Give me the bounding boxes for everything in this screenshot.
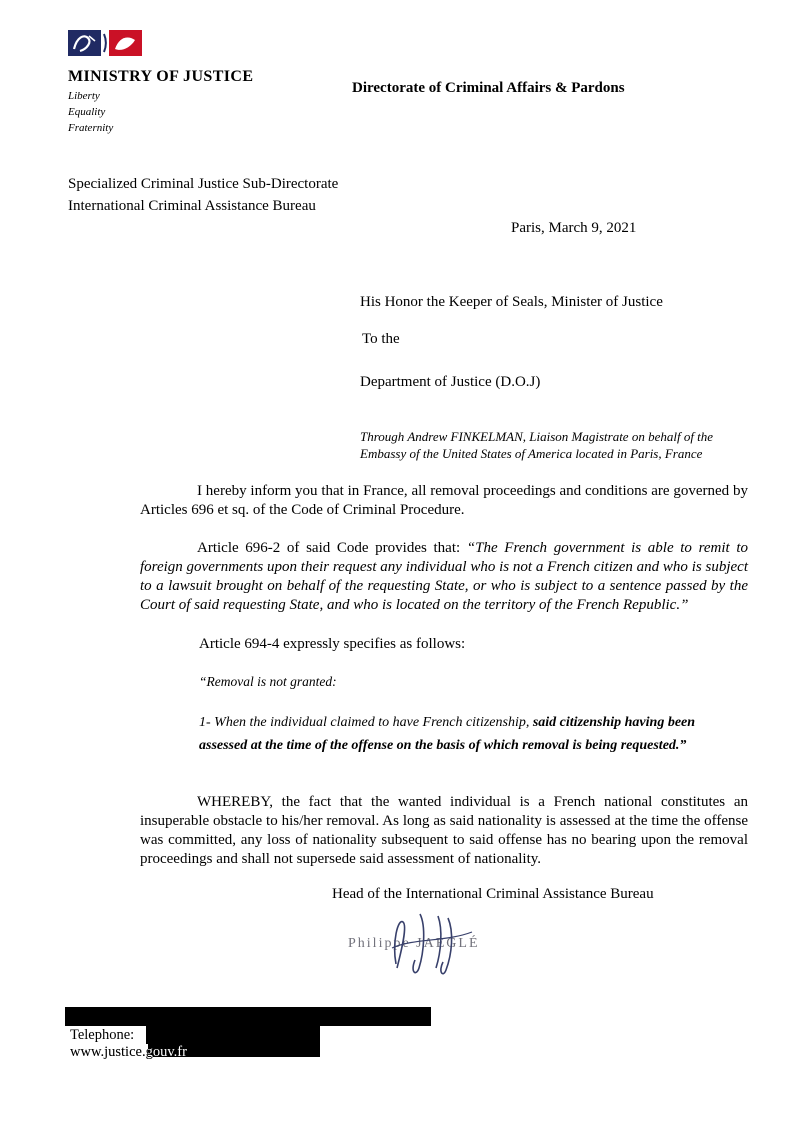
signer-name: Philippe JAEGLÉ (348, 936, 480, 951)
quote-opening-line: “Removal is not granted: (199, 674, 337, 689)
motto-line-equality: Equality (68, 106, 106, 118)
website-url: www.justice.gouv.fr (70, 1044, 187, 1060)
paragraph-2-lead: Article 696-2 of said Code provides that: (197, 540, 467, 556)
bureau-line: International Criminal Assistance Bureau (68, 198, 316, 214)
telephone-label: Telephone: (70, 1027, 135, 1043)
directorate-title: Directorate of Criminal Affairs & Pardons (352, 80, 625, 96)
paragraph-2 (140, 539, 748, 615)
motto-line-fraternity: Fraternity (68, 122, 114, 134)
recipient-line-3: Department of Justice (D.O.J) (360, 374, 541, 390)
sub-directorate-line: Specialized Criminal Justice Sub-Directorate (68, 176, 339, 192)
motto-line-liberty: Liberty (68, 90, 100, 102)
french-republic-logo-icon (68, 28, 144, 63)
ministry-title: MINISTRY OF JUSTICE (68, 68, 254, 85)
handwritten-signature (386, 908, 476, 985)
paragraph-4: WHEREBY, the fact that the wanted individual is a French national constitutes an insuperable obstacle to his/her removal. As long as said nationality is assessed at the time the offense was committed, any loss of nationality subsequent to said offense has no bearing upon the removal proceedings and shall not supersede said assessment of nationality. (140, 794, 748, 867)
quote-item-1-emphasis: said citizenship having been assessed at the time of the offense on the basis of which removal is being requested.” (199, 715, 696, 753)
through-note: Through Andrew FINKELMAN, Liaison Magistrate on behalf of the Embassy of the United States of America located in Paris, France (360, 429, 714, 461)
paragraph-2-quote: “The French government is able to remit to foreign governments upon their request any individual who is not a French citizen and who is subject to a lawsuit brought on behalf of the requesting State, or who is subject to a sentence passed by the Court of said requesting State, and who is located on the territory of the French Republic.” (140, 540, 748, 613)
redaction-bar-top (65, 1007, 431, 1026)
quote-item-1-lead: 1- When the individual claimed to have French citizenship, (199, 715, 533, 730)
recipient-line-1: His Honor the Keeper of Seals, Minister of Justice (360, 294, 663, 310)
place-date-line: Paris, March 9, 2021 (511, 220, 637, 236)
quote-item-1 (199, 711, 744, 757)
paragraph-3: Article 694-4 expressly specifies as follows: (199, 636, 466, 652)
paragraph-1: I hereby inform you that in France, all removal proceedings and conditions are governed by Articles 696 et sq. of the Code of Criminal Procedure. (140, 483, 748, 518)
signer-title: Head of the International Criminal Assistance Bureau (332, 886, 654, 902)
recipient-line-2: To the (362, 331, 400, 347)
motto-block (68, 88, 113, 136)
